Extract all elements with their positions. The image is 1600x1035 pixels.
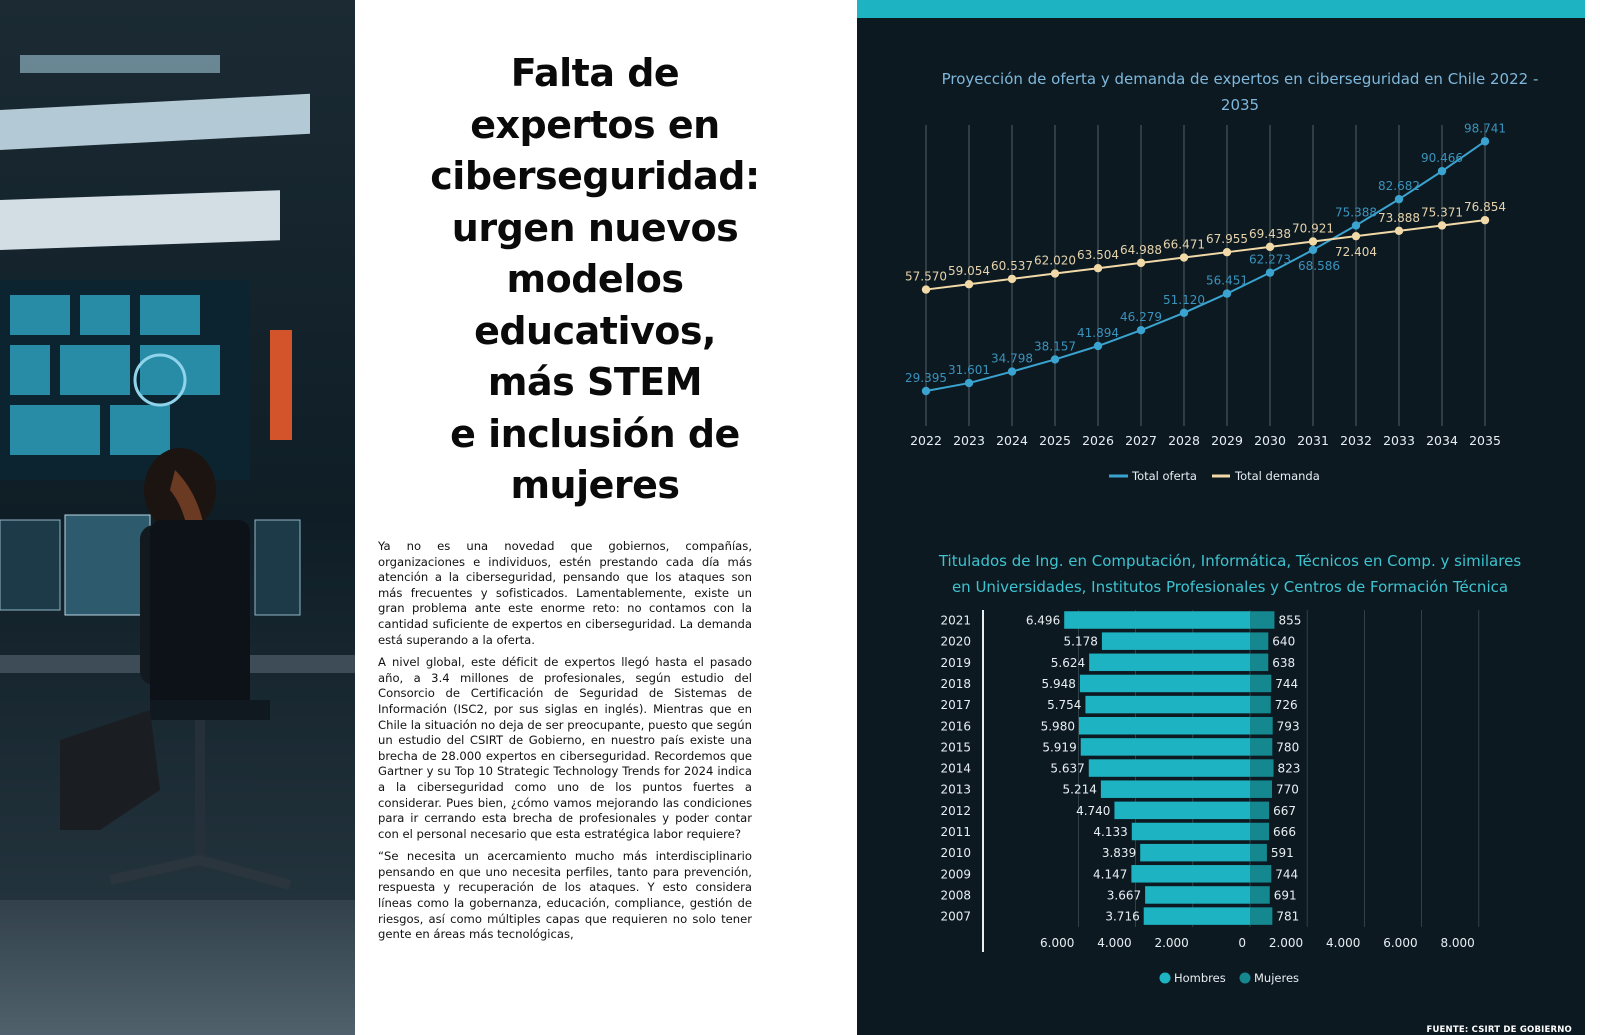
oferta-data-label: 46.279 [1120,310,1162,325]
mujeres-data-label: 691 [1273,888,1297,903]
oferta-data-label: 38.157 [1034,339,1076,354]
headline-line: mujeres [510,463,680,507]
mujeres-bar [1250,632,1268,650]
x-tick-label: 4.000 [1326,936,1361,950]
hombres-data-label: 4.147 [1093,867,1128,882]
oferta-data-label: 29.395 [905,371,947,385]
category-label: 2017 [940,698,971,713]
category-label: 2009 [940,867,971,882]
hombres-data-label: 3.716 [1105,909,1140,924]
category-label: 2019 [940,655,971,670]
headline-line: Falta de [510,51,680,95]
hombres-bar [1101,780,1250,798]
hombres-bar [1144,907,1250,925]
hombres-bar [1080,675,1250,693]
headline-line: modelos [506,257,684,301]
mujeres-data-label: 666 [1273,825,1296,839]
x-tick-label: 6.000 [1383,936,1418,950]
oferta-data-label: 62.273 [1249,252,1291,267]
hombres-bar [1081,738,1250,756]
legend-mujeres-swatch [1240,973,1251,984]
hombres-data-label: 5.948 [1041,676,1076,691]
oferta-data-label: 31.601 [948,363,990,378]
x-tick-label: 2023 [953,433,985,448]
legend-hombres-label: Hombres [1174,971,1226,985]
mujeres-bar [1250,886,1270,904]
category-label: 2007 [940,909,971,924]
mujeres-data-label: 823 [1277,761,1301,776]
category-label: 2008 [940,888,971,903]
oferta-data-label: 90.466 [1421,151,1463,166]
paragraph: A nivel global, este déficit de expertos llegó hasta el pasado año, a 3.4 millones de profesionales, según estudio del Consorcio de Certificación de Seguridad de Sistemas de Información (ISC2, por sus siglas en inglés). Mientras que en Chile la situación no deja de ser preocupante, puesto que según un estudio del CSIRT de Gobierno, en nuestro país existe una brecha de 28.000 expertos en ciberseguridad. Recordemos que Gartner y su Top 10 Strategic Technology Trends for 2024 indica a la ciberseguridad como uno de los puntos fuertes a considerar. Pues bien, ¿cómo vamos mejorando las condiciones para ir cerrando esta brecha de profesionales y poder contar con el personal necesario que esta estratégica labor requiere? [378,655,752,841]
oferta-data-label: 56.451 [1206,273,1248,288]
hombres-bar [1131,865,1250,883]
hombres-bar [1114,802,1250,820]
x-tick-label: 2026 [1082,433,1114,448]
headline-line: urgen nuevos [451,205,739,250]
category-label: 2015 [940,740,971,755]
x-tick-label: 2031 [1297,433,1329,448]
hombres-data-label: 5.919 [1042,740,1077,755]
headline-line: expertos en [470,102,720,147]
hombres-data-label: 5.980 [1040,719,1075,734]
hombres-data-label: 5.214 [1062,782,1097,797]
mujeres-data-label: 781 [1276,909,1300,924]
oferta-data-label: 68.586 [1298,258,1340,273]
x-tick-label: 4.000 [1097,936,1132,950]
hombres-bar [1089,654,1250,672]
oferta-data-label: 82.682 [1378,179,1420,194]
legend-demanda-label: Total demanda [1235,469,1320,483]
x-tick-label: 2022 [910,433,942,448]
mujeres-bar [1250,907,1272,925]
demanda-data-label: 63.504 [1077,248,1119,263]
hombres-bar [1089,759,1250,777]
mujeres-data-label: 591 [1270,846,1294,861]
mujeres-data-label: 770 [1276,782,1299,797]
hombres-data-label: 4.740 [1076,803,1111,818]
oferta-data-label: 34.798 [991,351,1033,366]
headline-line: educativos, [474,308,716,353]
hombres-data-label: 5.754 [1047,698,1082,713]
x-tick-label: 2024 [996,433,1028,448]
mujeres-data-label: 640 [1272,634,1296,649]
mujeres-bar [1250,696,1271,714]
paragraph: Ya no es una novedad que gobiernos, compañías, organizaciones e individuos, estén prestando cada día más atención a la ciberseguridad, pensando que los ataques son más frecuentes y sofisticados. Lamentablemente, existe un gran problema ante este enorme reto: no contamos con la cantidad suficiente de expertos en ciberseguridad. La demanda está superando a la oferta. [378,539,752,647]
x-tick-label: 2028 [1168,433,1200,448]
mujeres-bar [1250,802,1269,820]
mujeres-data-label: 667 [1273,803,1296,818]
legend-hombres-swatch [1160,973,1171,984]
demanda-data-label: 70.921 [1292,221,1334,236]
demanda-data-label: 72.404 [1335,245,1377,260]
x-tick-label: 2025 [1039,433,1071,448]
x-tick-label: 2.000 [1154,936,1189,950]
legend-mujeres-label: Mujeres [1254,971,1300,985]
line-chart-title: Proyección de oferta y demanda de expertos en ciberseguridad en Chile 2022 - 2035 [941,70,1539,114]
oferta-data-label: 51.120 [1163,292,1205,307]
headline-line: más STEM [487,360,703,404]
demanda-data-label: 59.054 [948,264,990,279]
headline-line: e inclusión de [450,411,740,456]
mujeres-bar [1250,823,1269,841]
category-label: 2021 [940,613,971,628]
demanda-data-label: 75.371 [1421,205,1463,220]
hombres-data-label: 6.496 [1025,613,1061,628]
demanda-data-label: 69.438 [1249,226,1291,241]
x-tick-label: 8.000 [1440,936,1475,950]
paragraph: “Se necesita un acercamiento mucho más interdisciplinario pensando en que uno necesita perfiles, tanto para prevención, respuesta y recuperación de los ataques. Y esto considera líneas como la gobernanza, educación, compliance, gestión de riesgos, así como múltiples capas que requieren no solo tener gente en áreas más tecnológicas, [378,849,752,942]
x-tick-label: 6.000 [1040,936,1075,950]
hombres-bar [1064,611,1250,629]
mujeres-data-label: 726 [1274,698,1298,713]
hombres-bar [1132,823,1250,841]
demanda-data-label: 67.955 [1206,232,1248,247]
oferta-data-label: 41.894 [1077,326,1119,341]
mujeres-bar [1250,654,1268,672]
hombres-bar [1085,696,1250,714]
mujeres-data-label: 780 [1276,740,1300,755]
hombres-bar [1140,844,1250,862]
mujeres-data-label: 793 [1276,719,1300,734]
x-tick-label: 2027 [1125,433,1157,448]
mujeres-bar [1250,844,1267,862]
mujeres-bar [1250,759,1274,777]
category-label: 2011 [940,825,971,839]
x-tick-label: 2033 [1383,433,1415,448]
demanda-data-label: 73.888 [1378,210,1420,225]
oferta-data-label: 75.388 [1335,205,1377,220]
x-tick-label: 0 [1238,936,1246,950]
oferta-data-label: 98.741 [1464,121,1506,136]
headline-line: ciberseguridad: [430,154,760,198]
x-tick-label: 2032 [1340,433,1372,448]
hombres-data-label: 5.637 [1050,761,1085,776]
hombres-bar [1102,632,1250,650]
demanda-data-label: 57.570 [905,269,947,284]
category-label: 2020 [940,634,971,649]
category-label: 2016 [940,719,971,734]
mujeres-bar [1250,675,1271,693]
category-label: 2013 [940,782,971,797]
x-tick-label: 2034 [1426,433,1458,448]
x-tick-label: 2035 [1469,433,1501,448]
mujeres-bar [1250,780,1272,798]
category-label: 2018 [940,676,971,691]
category-label: 2014 [940,761,971,776]
legend-oferta-label: Total oferta [1132,469,1197,483]
demanda-data-label: 60.537 [991,258,1033,273]
category-label: 2010 [940,846,971,861]
demanda-data-label: 66.471 [1163,237,1205,252]
hombres-data-label: 5.624 [1050,655,1086,670]
mujeres-data-label: 638 [1272,655,1296,670]
mujeres-bar [1250,717,1273,735]
x-tick-label: 2029 [1211,433,1243,448]
source-note: FUENTE: CSIRT DE GOBIERNO [1426,1025,1572,1035]
bar-chart-title: Titulados de Ing. en Computación, Informática, Técnicos en Comp. y similares en Universidades, Institutos Profesionales y Centros de Formación Técnica [938,552,1522,596]
hombres-data-label: 3.839 [1101,846,1137,861]
hombres-data-label: 3.667 [1106,888,1142,903]
mujeres-data-label: 744 [1275,867,1299,882]
demanda-data-label: 62.020 [1034,253,1076,268]
x-tick-label: 2.000 [1268,936,1304,950]
mujeres-bar [1250,611,1274,629]
category-label: 2012 [940,803,971,818]
mujeres-bar [1250,738,1272,756]
hombres-data-label: 4.133 [1093,825,1128,839]
mujeres-bar [1250,865,1271,883]
demanda-data-label: 76.854 [1464,200,1506,215]
hombres-bar [1079,717,1250,735]
demanda-data-label: 64.988 [1120,242,1162,257]
mujeres-data-label: 855 [1278,613,1302,628]
mujeres-data-label: 744 [1275,676,1299,691]
hombres-data-label: 5.178 [1063,634,1098,649]
x-tick-label: 2030 [1254,433,1286,448]
hombres-bar [1145,886,1250,904]
